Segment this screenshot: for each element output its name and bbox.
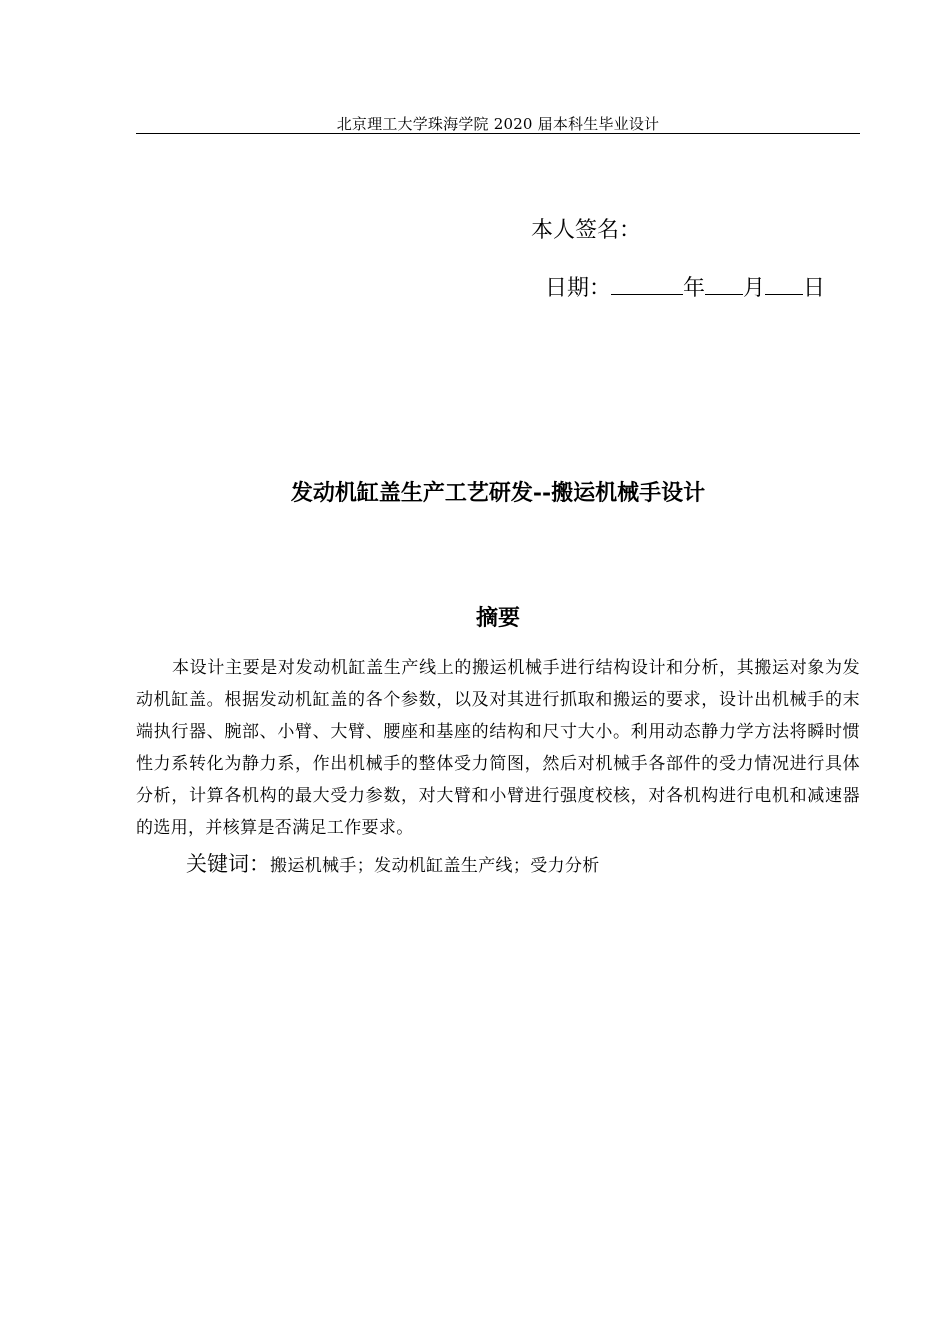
abstract-body: 本设计主要是对发动机缸盖生产线上的搬运机械手进行结构设计和分析，其搬运对象为发动机缸盖。根据发动机缸盖的各个参数，以及对其进行抓取和搬运的要求，设计出机械手的末端执行器、腕部、小臂、大臂、腰座和基座的结构和尺寸大小。利用动态静力学方法将瞬时惯性力系转化为静力系，作出机械手的整体受力简图，然后对机械手各部件的受力情况进行具体分析，计算各机构的最大受力参数，对大臂和小臂进行强度校核，对各机构进行电机和减速器的选用，并核算是否满足工作要求。 [136,658,860,838]
date-month-blank [705,272,743,295]
running-header: 北京理工大学珠海学院 2020 届本科生毕业设计 [336,115,660,133]
date-month-label: 月 [743,276,766,301]
signature-label: 本人签名： [531,218,642,243]
date-day-blank [765,272,803,295]
date-label: 日期： [545,276,612,301]
date-year-label: 年 [683,276,706,301]
header-rule [136,133,860,134]
date-year-blank [611,272,683,295]
abstract-heading: 摘要 [475,605,520,631]
keywords-text: 搬运机械手；发动机缸盖生产线；受力分析 [270,856,600,876]
keywords-line [186,848,600,882]
date-line [545,272,825,304]
date-day-label: 日 [803,276,826,301]
signature-line [531,216,641,246]
keywords-label: 关键词： [186,852,270,876]
thesis-title: 发动机缸盖生产工艺研发--搬运机械手设计 [290,480,706,506]
